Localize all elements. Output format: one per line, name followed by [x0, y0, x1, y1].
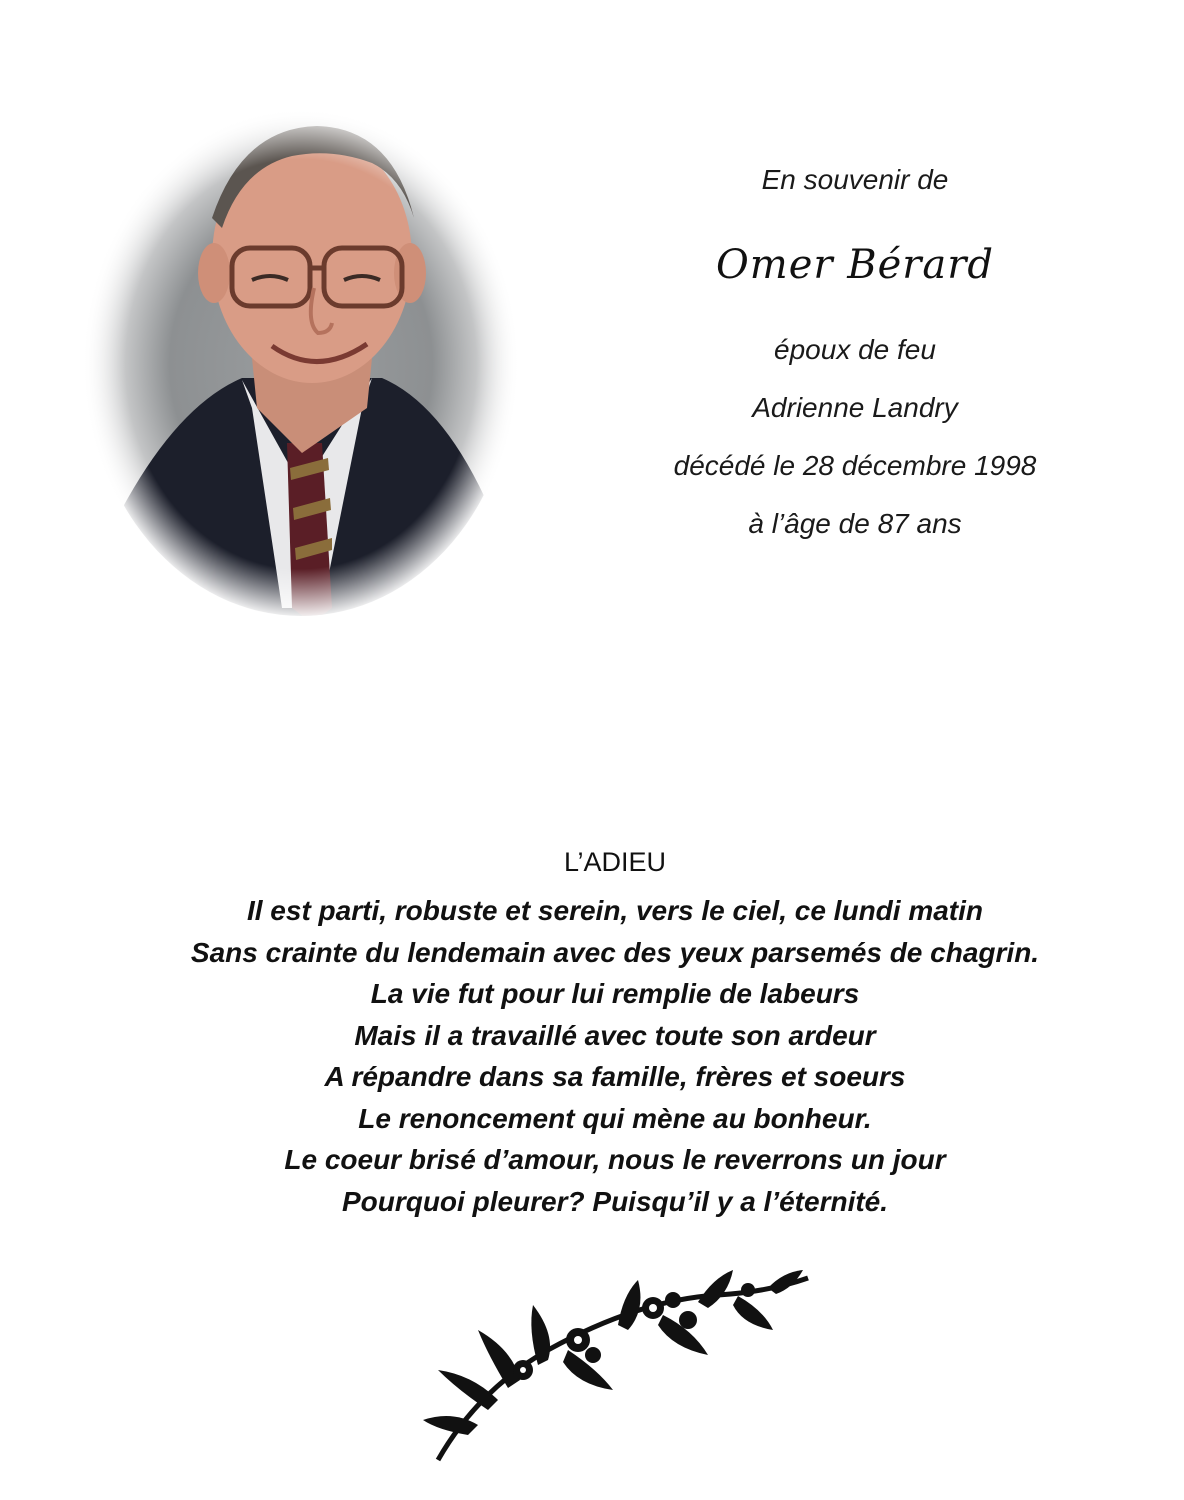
- intro-text: En souvenir de: [761, 164, 949, 195]
- poem-verse: A répandre dans sa famille, frères et soeurs: [324, 1061, 906, 1092]
- poem-verse: La vie fut pour lui remplie de labeurs: [370, 978, 860, 1009]
- poem-verse: Sans crainte du lendemain avec des yeux parsemés de chagrin.: [190, 936, 1040, 968]
- poem-title: L’ADIEU: [563, 847, 667, 877]
- poem-verse: Le renoncement qui mène au bonheur.: [358, 1102, 872, 1134]
- spouse-name: Adrienne Landry: [752, 392, 958, 423]
- flower-sprig-icon: [418, 1270, 814, 1470]
- memorial-info: [600, 160, 1110, 562]
- poem-verse: Mais il a travaillé avec toute son ardeur: [354, 1019, 876, 1051]
- age-at-death: à l’âge de 87 ans: [748, 508, 962, 539]
- poem-verse: Pourquoi pleurer? Puisqu’il y a l’éternité.: [341, 1185, 889, 1217]
- spouse-label: époux de feu: [774, 334, 936, 365]
- poem-verse: Le coeur brisé d’amour, nous le reverrons un jour: [284, 1144, 946, 1175]
- portrait-photo: [82, 108, 520, 620]
- portrait-image: [82, 108, 520, 620]
- poem: [60, 842, 1170, 1222]
- death-date: décédé le 28 décembre 1998: [673, 450, 1037, 481]
- deceased-name: Omer Bérard: [716, 242, 994, 288]
- poem-verse: Il est parti, robuste et serein, vers le ciel, ce lundi matin: [246, 895, 984, 926]
